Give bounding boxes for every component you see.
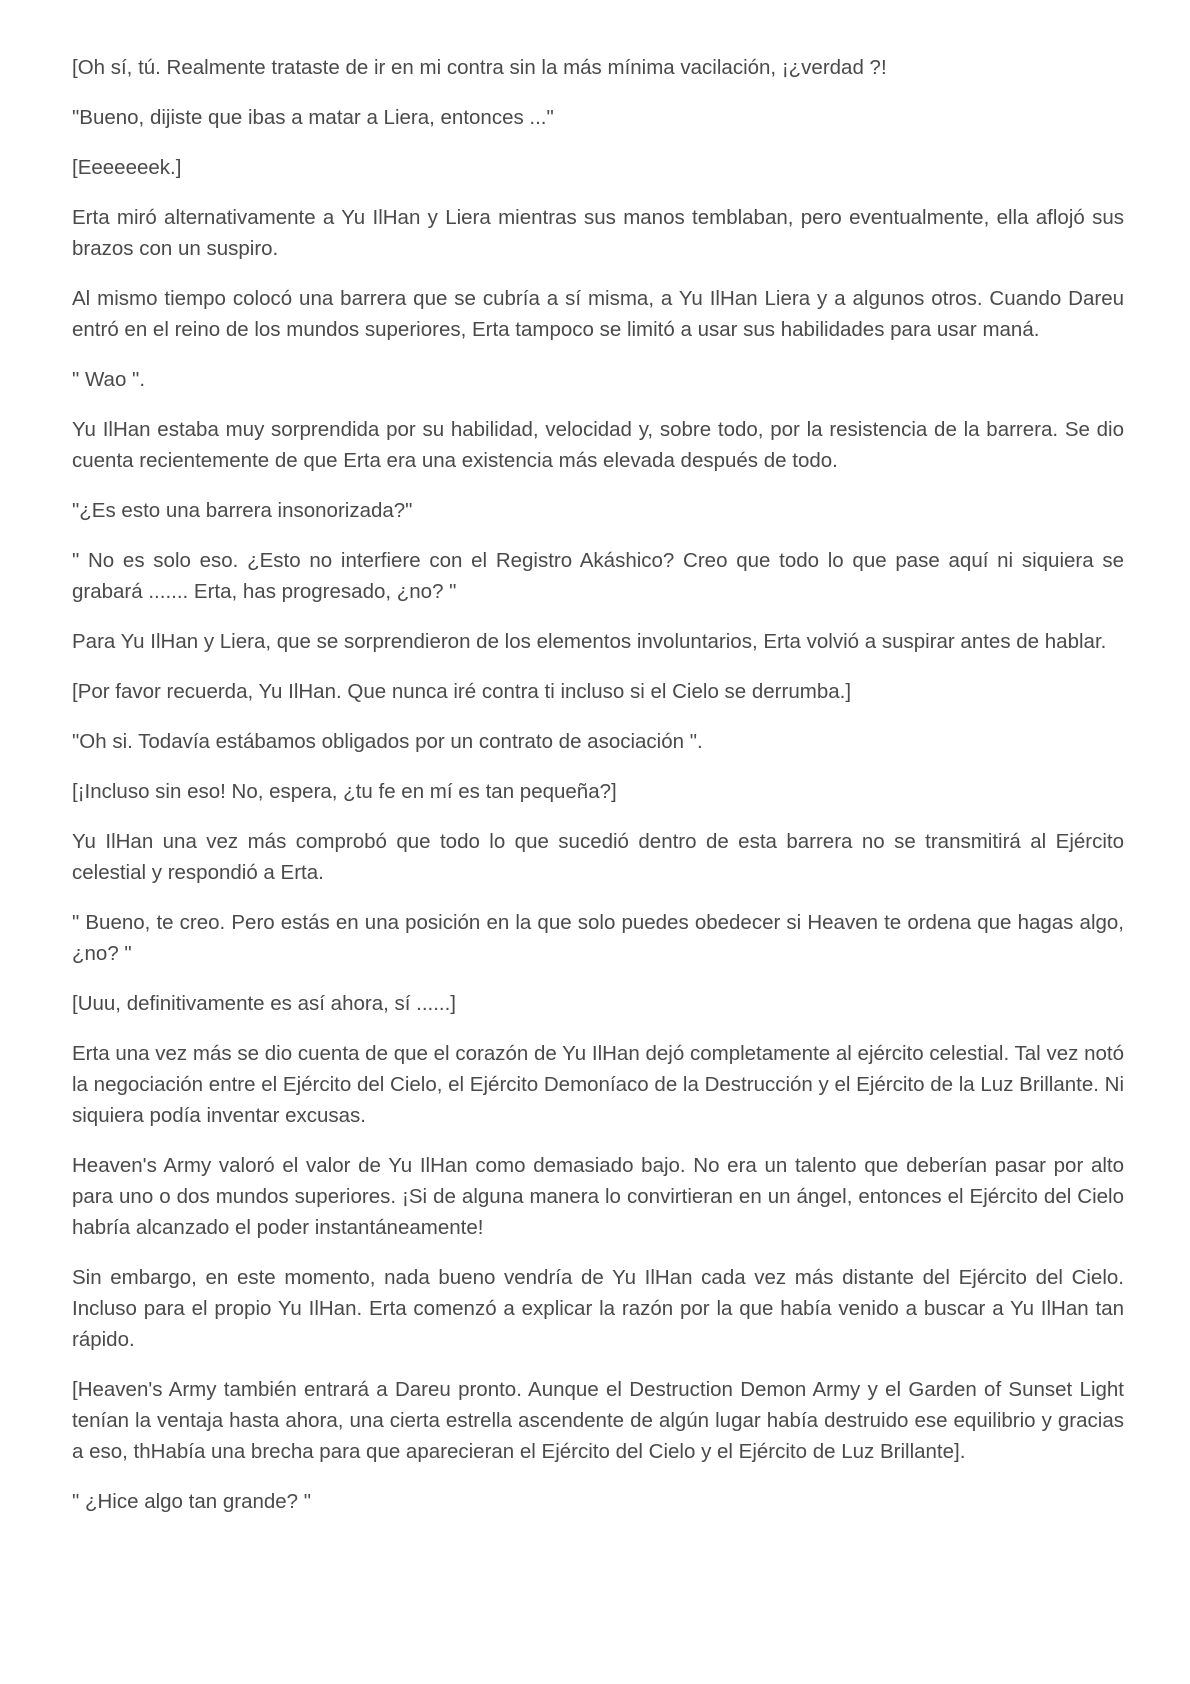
paragraph: [¡Incluso sin eso! No, espera, ¿tu fe en mí es tan pequeña?] <box>72 780 617 803</box>
paragraph: "Oh si. Todavía estábamos obligados por un contrato de asociación ". <box>72 730 703 753</box>
paragraph: [Heaven's Army también entrará a Dareu pronto. Aunque el Destruction Demon Army y el Garden of Sunset Light tenían la ventaja hasta ahora, una cierta estrella ascendente de algún lugar había destruido ese equilibrio y gracias a eso, thHabía una brecha para que aparecieran el Ejército del Cielo y el Ejército de Luz Brillante]. <box>72 1378 1124 1463</box>
paragraph: " No es solo eso. ¿Esto no interfiere con el Registro Akáshico? Creo que todo lo que pase aquí ni siquiera se grabará ....... Erta, has progresado, ¿no? " <box>72 549 1124 603</box>
paragraph: " ¿Hice algo tan grande? " <box>72 1490 312 1513</box>
paragraph: [Oh sí, tú. Realmente trataste de ir en mi contra sin la más mínima vacilación, ¡¿verdad ?! <box>72 56 887 79</box>
paragraph: Erta miró alternativamente a Yu IlHan y Liera mientras sus manos temblaban, pero eventualmente, ella aflojó sus brazos con un suspiro. <box>72 206 1124 260</box>
paragraph: Yu IlHan una vez más comprobó que todo lo que sucedió dentro de esta barrera no se transmitirá al Ejército celestial y respondió a Erta. <box>72 830 1124 884</box>
paragraph: " Wao ". <box>72 368 146 391</box>
document-page <box>72 52 1124 1536</box>
paragraph: Al mismo tiempo colocó una barrera que se cubría a sí misma, a Yu IlHan Liera y a algunos otros. Cuando Dareu entró en el reino de los mundos superiores, Erta tampoco se limitó a usar sus habilidades para usar maná. <box>72 287 1124 341</box>
paragraph: Heaven's Army valoró el valor de Yu IlHan como demasiado bajo. No era un talento que deberían pasar por alto para uno o dos mundos superiores. ¡Si de alguna manera lo convirtieran en un ángel, entonces el Ejército del Cielo habría alcanzado el poder instantáneamente! <box>72 1154 1124 1239</box>
paragraph: [Uuu, definitivamente es así ahora, sí ......] <box>72 992 456 1015</box>
paragraph: " Bueno, te creo. Pero estás en una posición en la que solo puedes obedecer si Heaven te ordena que hagas algo, ¿no? " <box>72 911 1124 965</box>
paragraph: Erta una vez más se dio cuenta de que el corazón de Yu IlHan dejó completamente al ejército celestial. Tal vez notó la negociación entre el Ejército del Cielo, el Ejército Demoníaco de la Destrucción y el Ejército de la Luz Brillante. Ni siquiera podía inventar excusas. <box>72 1042 1124 1127</box>
paragraph: [Por favor recuerda, Yu IlHan. Que nunca iré contra ti incluso si el Cielo se derrumba.] <box>72 680 852 703</box>
paragraph: [Eeeeeeek.] <box>72 156 182 179</box>
paragraph: "¿Es esto una barrera insonorizada?" <box>72 499 413 522</box>
paragraph: Sin embargo, en este momento, nada bueno vendría de Yu IlHan cada vez más distante del Ejército del Cielo. Incluso para el propio Yu IlHan. Erta comenzó a explicar la razón por la que había venido a buscar a Yu IlHan tan rápido. <box>72 1266 1124 1351</box>
paragraph: Yu IlHan estaba muy sorprendida por su habilidad, velocidad y, sobre todo, por la resistencia de la barrera. Se dio cuenta recientemente de que Erta era una existencia más elevada después de todo. <box>72 418 1124 472</box>
paragraph: "Bueno, dijiste que ibas a matar a Liera, entonces ..." <box>72 106 554 129</box>
paragraph: Para Yu IlHan y Liera, que se sorprendieron de los elementos involuntarios, Erta volvió a suspirar antes de hablar. <box>72 630 1107 653</box>
